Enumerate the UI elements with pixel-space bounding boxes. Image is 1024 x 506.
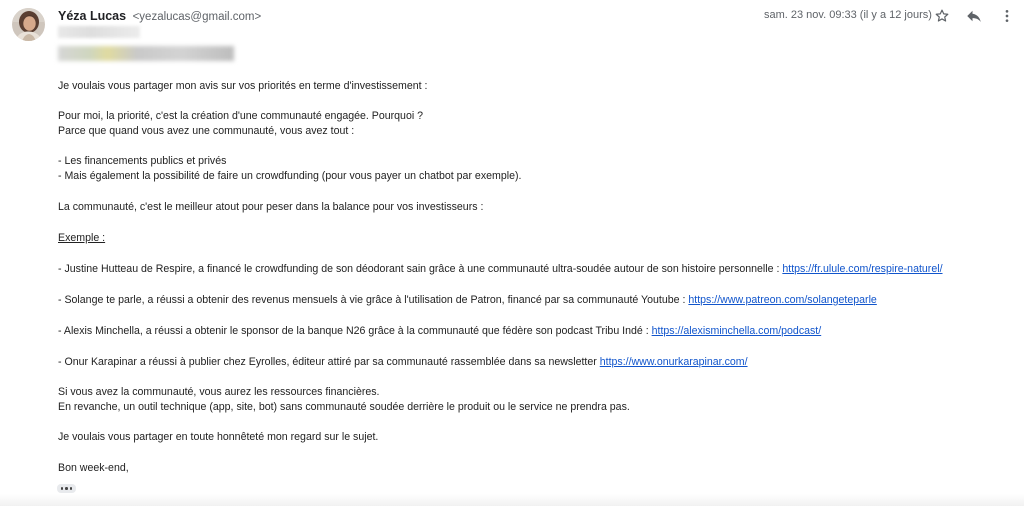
example-text: - Onur Karapinar a réussi à publier chez Eyrolles, éditeur attiré par sa communauté rassemblée dans sa newsletter (58, 356, 600, 368)
example-heading: Exemple : (58, 232, 106, 244)
paragraph-line: Pour moi, la priorité, c'est la création d'une communauté engagée. Pourquoi ? (58, 110, 424, 122)
sender-name[interactable]: Yéza Lucas (58, 9, 127, 23)
paragraph-line: Je voulais vous partager en toute honnêteté mon regard sur le sujet. (58, 431, 379, 443)
more-options-button[interactable] (997, 6, 1017, 26)
reply-button[interactable] (964, 6, 984, 26)
reply-icon (965, 7, 983, 25)
bottom-shadow (0, 494, 1024, 506)
avatar[interactable] (12, 8, 45, 41)
redacted-recipient (58, 26, 140, 38)
example-link[interactable]: https://www.onurkarapinar.com/ (599, 356, 748, 368)
example-item (58, 355, 1008, 370)
example-item (58, 262, 1008, 277)
example-item (58, 293, 1008, 308)
more-vert-icon (999, 8, 1015, 24)
paragraph-line: La communauté, c'est le meilleur atout pour peser dans la balance pour vos investisseurs : (58, 201, 484, 213)
star-icon (934, 8, 950, 24)
example-link[interactable]: https://alexisminchella.com/podcast/ (651, 325, 822, 337)
closing-text: Bon week-end, (58, 462, 129, 474)
message-date: sam. 23 nov. 09:33 (il y a 12 jours) (764, 9, 932, 21)
message-body (58, 79, 1008, 476)
sender-line (58, 8, 261, 25)
example-link[interactable]: https://fr.ulule.com/respire-naturel/ (782, 263, 943, 275)
bullet-item: - Les financements publics et privés (58, 155, 227, 167)
sender-email: <yezalucas@gmail.com> (132, 11, 262, 23)
ellipsis-icon (61, 487, 64, 490)
paragraph-line: Si vous avez la communauté, vous aurez les ressources financières. (58, 386, 380, 398)
example-text: - Alexis Minchella, a réussi a obtenir le sponsor de la banque N26 grâce à la communauté que fédère son podcast Tribu Indé : (58, 325, 652, 337)
paragraph-line: En revanche, un outil technique (app, site, bot) sans communauté soudée derrière le produit ou le service ne prendra pas. (58, 401, 630, 413)
intro-text: Je voulais vous partager mon avis sur vos priorités en terme d'investissement : (58, 80, 428, 92)
example-item (58, 324, 1008, 339)
example-text: - Justine Hutteau de Respire, a financé le crowdfunding de son déodorant sain grâce à une communauté ultra-soudée autour de son histoire personnelle : (58, 263, 783, 275)
show-trimmed-content-button[interactable] (57, 484, 76, 493)
ellipsis-icon (65, 487, 68, 490)
paragraph-line: Parce que quand vous avez une communauté, vous avez tout : (58, 125, 355, 137)
avatar-photo (12, 8, 45, 41)
example-link[interactable]: https://www.patreon.com/solangeteparle (688, 294, 877, 306)
bullet-item: - Mais également la possibilité de faire un crowdfunding (pour vous payer un chatbot par exemple). (58, 170, 522, 182)
redacted-greeting (58, 46, 234, 61)
example-text: - Solange te parle, a réussi a obtenir des revenus mensuels à vie grâce à l'utilisation de Patron, financé par sa communauté Youtube : (58, 294, 689, 306)
ellipsis-icon (70, 487, 73, 490)
star-button[interactable] (932, 6, 952, 26)
